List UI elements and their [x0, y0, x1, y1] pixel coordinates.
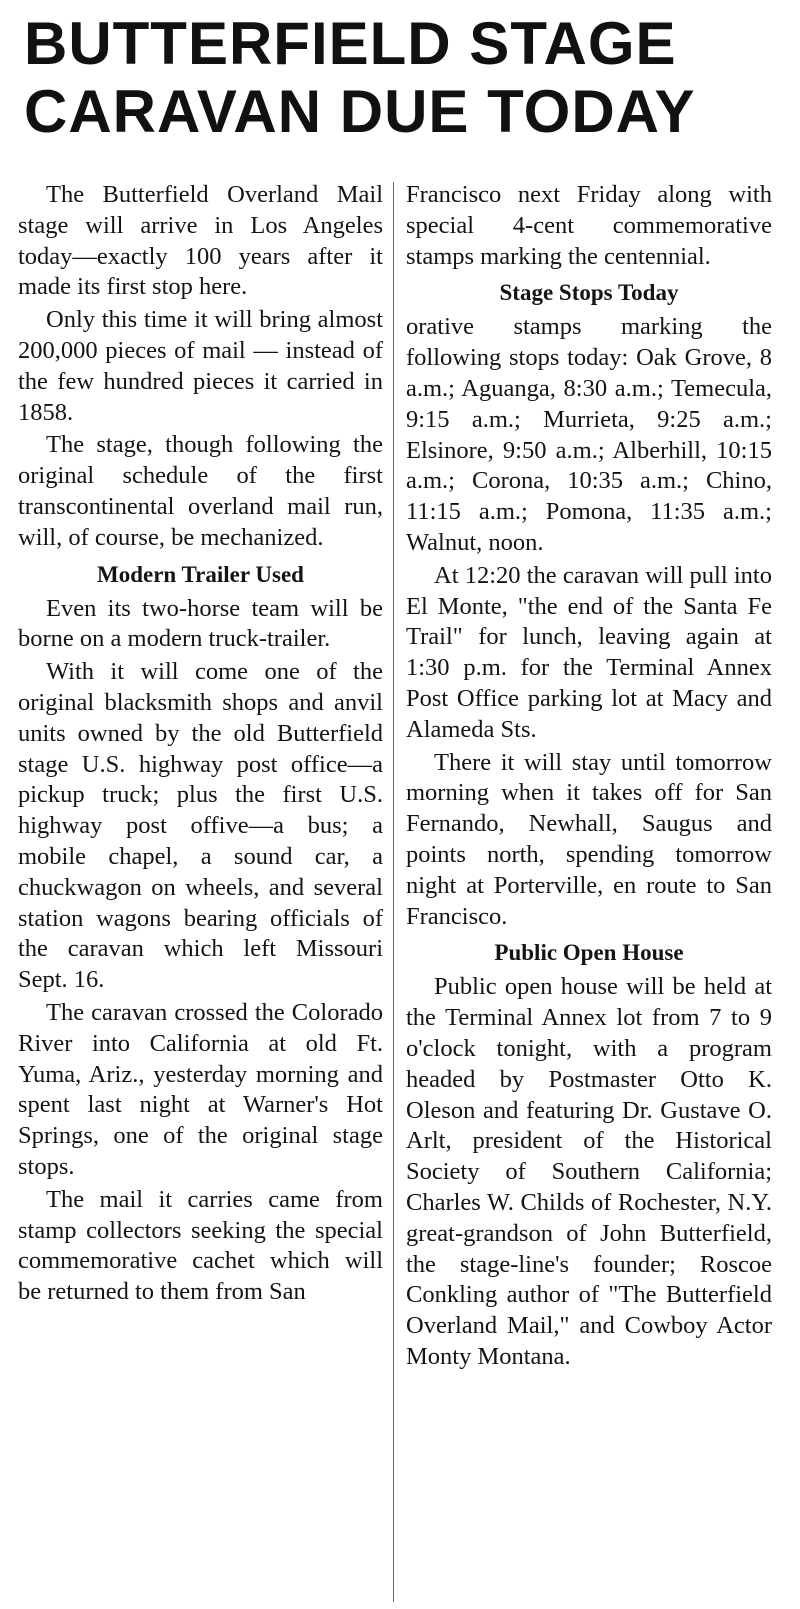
subheading-modern-trailer: Modern Trailer Used	[97, 561, 304, 587]
column-divider	[393, 182, 394, 1602]
paragraph: Public open house will be held at the Terminal Annex lot from 7 to 9 o'clock tonight, with a program headed by Postmaster Otto K. Oleson and featuring Dr. Gustave O. Arlt, president of the Historical Society of Southern California; Charles W. Childs of Rochester, N.Y. great-grandson of John Butterfield, the stage-line's founder; Roscoe Conkling author of "The Butterfield Overland Mail," and Cowboy Actor Monty Montana.	[406, 973, 772, 1370]
paragraph-continued: Francisco next Friday along with special 4-cent commemorative stamps marking the centennial.	[406, 181, 772, 270]
paragraph: The stage, though following the original schedule of the first transcontinental overland mail run, will, of course, be mechanized.	[18, 431, 383, 551]
headline-line-2: CARAVAN DUE TODAY	[24, 78, 696, 145]
paragraph: There it will stay until tomorrow morning when it takes off for San Fernando, Newhall, Saugus and points north, spending tomorrow night at Porterville, en route to San Francisco.	[406, 748, 772, 930]
subheading-stage-stops: Stage Stops Today	[499, 280, 679, 306]
paragraph: The mail it carries came from stamp collectors seeking the special commemorative cachet which will be returned to them from San	[18, 1185, 383, 1306]
right-column	[406, 180, 772, 1375]
paragraph: At 12:20 the caravan will pull into El Monte, "the end of the Santa Fe Trail" for lunch, leaving again at 1:30 p.m. for the Terminal Annex Post Office parking lot at Macy and Alameda Sts.	[406, 561, 772, 743]
paragraph-continued: orative stamps marking the following stops today: Oak Grove, 8 a.m.; Aguanga, 8:30 a.m.; Temecula, 9:15 a.m.; Murrieta, 9:25 a.m.; Elsinore, 9:50 a.m.; Alberhill, 10:15 a.m.; Corona, 10:35 a.m.; Chino, 11:15 a.m.; Pomona, 11:35 a.m.; Walnut, noon.	[406, 313, 772, 556]
headline-line-1: BUTTERFIELD STAGE	[24, 10, 677, 77]
paragraph: Only this time it will bring almost 200,000 pieces of mail — instead of the few hundred pieces it carried in 1858.	[18, 306, 383, 426]
paragraph: With it will come one of the original blacksmith shops and anvil units owned by the old Butterfield stage U.S. highway post office—a pickup truck; plus the first U.S. highway post offive—a bus; a mobile chapel, a sound car, a chuckwagon on wheels, and several station wagons bearing officials of the caravan which left Missouri Sept. 16.	[18, 658, 383, 994]
paragraph: The Butterfield Overland Mail stage will arrive in Los Angeles today—exactly 100 years after it made its first stop here.	[18, 181, 383, 301]
subheading-open-house: Public Open House	[494, 940, 684, 966]
headline	[24, 10, 784, 146]
paragraph: Even its two-horse team will be borne on a modern truck-trailer.	[18, 594, 383, 653]
paragraph: The caravan crossed the Colorado River into California at old Ft. Yuma, Ariz., yesterday morning and spent last night at Warner's Hot Springs, one of the original stage stops.	[18, 998, 383, 1180]
left-column	[18, 180, 383, 1310]
